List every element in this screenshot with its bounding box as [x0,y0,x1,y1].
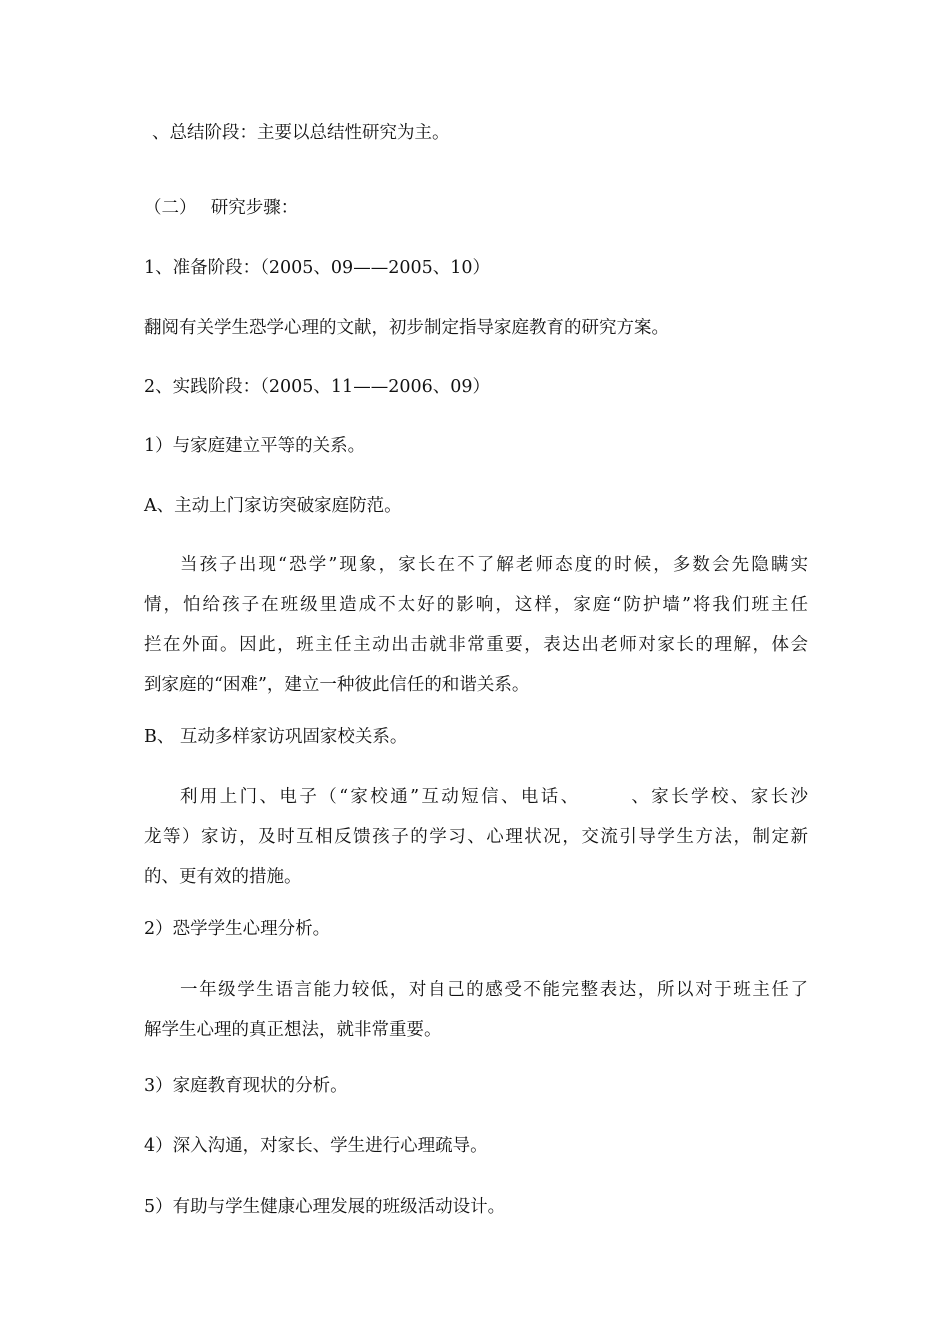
prep-stage-description: 翻阅有关学生恐学心理的文献，初步制定指导家庭教育的研究方案。 [144,318,669,338]
section-heading-research-steps: （二） 研究步骤： [144,198,299,218]
item-5-class-activity: 5）有助与学生健康心理发展的班级活动设计。 [144,1197,506,1217]
step-practice-stage: 2、实践阶段：（2005、11——2006、09） [144,377,490,397]
paragraph-home-visit [144,545,808,705]
paragraph-line: 当孩子出现“恐学”现象，家长在不了解老师态度的时候，多数会先隐瞒实 [180,555,808,575]
item-4-communication: 4）深入沟通，对家长、学生进行心理疏导。 [144,1136,488,1156]
paragraph-line: 解学生心理的真正想法，就非常重要。 [144,1020,442,1040]
paragraph-interactive-visit [144,777,808,897]
item-1-family-relation: 1）与家庭建立平等的关系。 [144,436,366,456]
summary-stage-line: 、总结阶段：主要以总结性研究为主。 [152,123,450,143]
paragraph-line: 一年级学生语言能力较低，对自己的感受不能完整表达，所以对于班主任了 [180,980,808,1000]
paragraph-psychology [144,970,808,1050]
item-3-family-education: 3）家庭教育现状的分析。 [144,1076,348,1096]
item-b-interactive-visit: B、 互动多样家访巩固家校关系。 [144,727,408,747]
paragraph-line: 龙等）家访，及时互相反馈孩子的学习、心理状况，交流引导学生方法，制定新 [144,827,808,847]
step-prep-stage: 1、准备阶段：（2005、09——2005、10） [144,258,490,278]
paragraph-line: 情，怕给孩子在班级里造成不太好的影响，这样，家庭“防护墙”将我们班主任 [144,595,808,615]
item-2-psychology-analysis: 2）恐学学生心理分析。 [144,919,331,939]
paragraph-line: 到家庭的“困难”，建立一种彼此信任的和谐关系。 [144,675,530,695]
paragraph-line: 的、更有效的措施。 [144,867,302,887]
paragraph-line: 利用上门、电子（“家校通”互动短信、电话、 、家长学校、家长沙 [180,787,808,807]
item-a-home-visit: A、主动上门家访突破家庭防范。 [144,496,402,516]
paragraph-line: 拦在外面。因此，班主任主动出击就非常重要，表达出老师对家长的理解，体会 [144,635,808,655]
